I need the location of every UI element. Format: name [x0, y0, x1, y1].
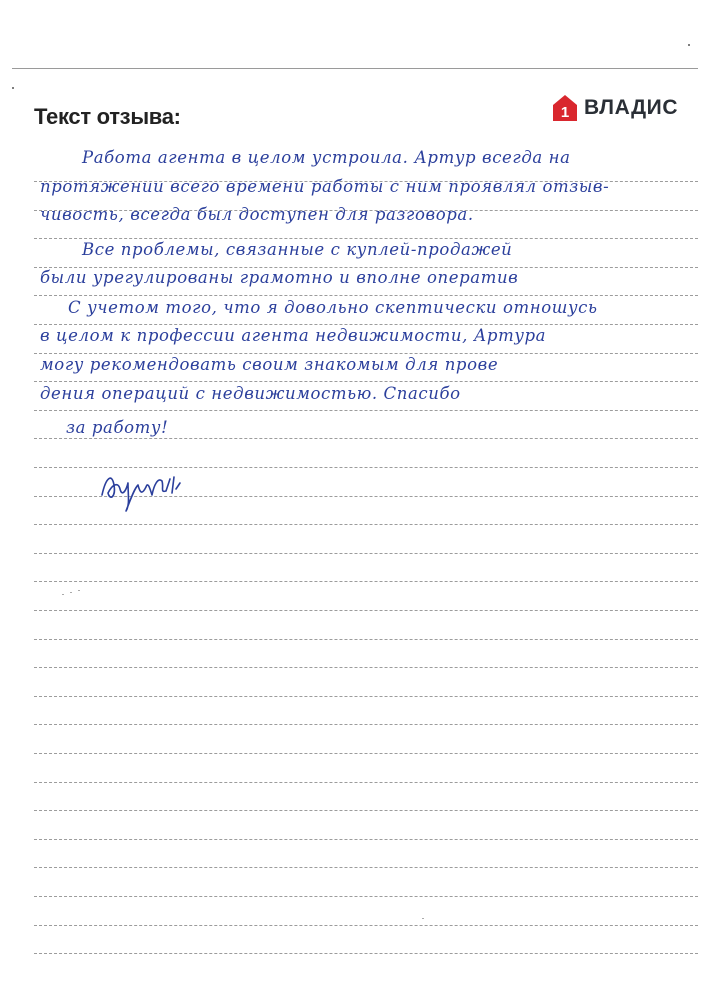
ruled-line — [34, 295, 698, 296]
brand-name: ВЛАДИС — [584, 96, 679, 119]
ruled-line — [34, 839, 698, 840]
scan-speck — [78, 590, 80, 591]
ruled-line — [34, 524, 698, 525]
ruled-line — [34, 410, 698, 411]
handwritten-line: чивость, всегда был доступен для разговора. — [40, 205, 474, 224]
ruled-line — [34, 896, 698, 897]
ruled-line — [34, 782, 698, 783]
ruled-line — [34, 553, 698, 554]
ruled-line — [34, 696, 698, 697]
handwritten-line: протяжении всего времени работы с ним проявлял отзыв- — [40, 177, 610, 196]
ruled-line — [34, 353, 698, 354]
scan-speck — [62, 594, 64, 595]
ruled-line — [34, 438, 698, 439]
logo-badge-number: 1 — [560, 104, 570, 121]
ruled-line — [34, 925, 698, 926]
ruled-line — [34, 867, 698, 868]
ruled-line — [34, 610, 698, 611]
ruled-line — [34, 724, 698, 725]
ruled-line — [34, 581, 698, 582]
ruled-line — [34, 639, 698, 640]
signature-image — [96, 455, 186, 515]
handwritten-line: Все проблемы, связанные с куплей-продажей — [82, 240, 513, 259]
handwritten-line: за работу! — [66, 418, 169, 437]
ruled-line — [34, 381, 698, 382]
scan-speck — [70, 592, 72, 593]
ruled-line — [34, 324, 698, 325]
ruled-line — [34, 810, 698, 811]
scan-speck — [422, 918, 424, 919]
handwritten-line: Работа агента в целом устроила. Артур всегда на — [82, 148, 571, 167]
ruled-line — [34, 753, 698, 754]
ruled-line — [34, 238, 698, 239]
handwritten-line: дения операций с недвижимостью. Спасибо — [40, 384, 461, 403]
handwritten-line: С учетом того, что я довольно скептически отношусь — [68, 298, 598, 317]
ruled-line — [34, 667, 698, 668]
handwritten-line: были урегулированы грамотно и вполне оператив — [40, 268, 519, 287]
page-title: Текст отзыва: — [34, 104, 181, 129]
ruled-line — [34, 953, 698, 954]
handwritten-line: в целом к профессии агента недвижимости, Артура — [40, 326, 547, 345]
handwritten-line: могу рекомендовать своим знакомым для прове — [40, 355, 499, 374]
